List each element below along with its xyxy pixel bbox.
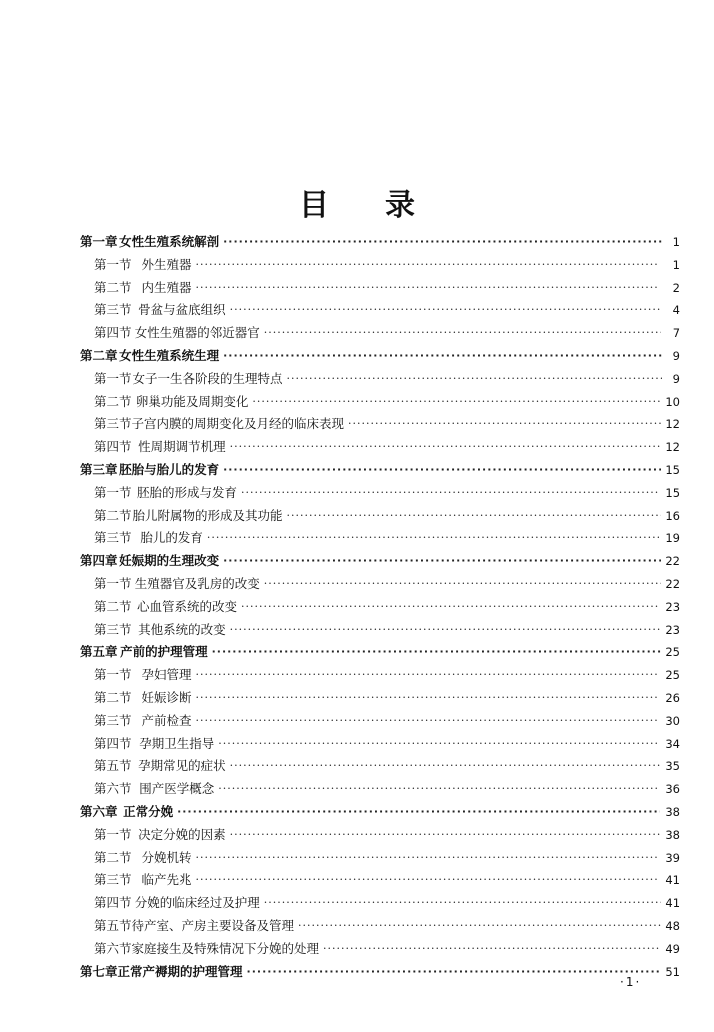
page-number: 9 (672, 349, 680, 363)
section-number: 第一节 (94, 256, 132, 272)
dot-leader (196, 872, 659, 888)
toc-section-entry (94, 255, 680, 275)
page-number: 15 (665, 463, 680, 477)
section-number: 第六节 (94, 940, 132, 956)
dot-leader (348, 416, 661, 432)
page-number: 38 (665, 805, 680, 819)
toc-section-entry (94, 369, 680, 389)
page-number: 38 (665, 827, 680, 842)
dot-leader (218, 781, 659, 797)
page-number: 2 (672, 280, 680, 295)
section-title: 女子一生各阶段的生理特点 (132, 370, 283, 386)
section-title: 心血管系统的改变 (137, 598, 238, 614)
page-number: 23 (665, 622, 680, 637)
dot-leader (196, 280, 659, 296)
section-title: 临产先兆 (141, 872, 192, 888)
dot-leader (218, 736, 659, 752)
toc-section-entry (94, 392, 680, 412)
dot-leader (223, 234, 662, 250)
section-title: 其他系统的改变 (138, 621, 226, 637)
toc-section-entry (94, 506, 680, 526)
section-number: 第二节 (94, 598, 132, 614)
page-number: 41 (665, 896, 681, 911)
section-number: 第三节 (94, 530, 132, 546)
chapter-number: 第七章 (80, 963, 118, 979)
chapter-title: 正常分娩 (123, 804, 174, 819)
dot-leader (207, 530, 659, 546)
toc-section-entry (94, 278, 680, 298)
page-number-footer: ·1· (620, 975, 642, 989)
section-title: 胎儿的发育 (140, 530, 203, 546)
chapter-title: 正常产褥期的护理管理 (117, 963, 243, 979)
section-title: 分娩的临床经过及护理 (134, 895, 260, 911)
section-number: 第一节 (94, 576, 132, 591)
page-number: 41 (665, 873, 680, 888)
toc-chapter-entry (80, 962, 680, 982)
toc-section-entry (94, 916, 680, 936)
page-number: 9 (672, 371, 680, 386)
toc-chapter-entry (80, 460, 680, 480)
chapter-title: 女性生殖系统解剖 (119, 234, 220, 249)
section-title: 子宫内膜的周期变化及月经的临床表现 (131, 416, 345, 432)
dot-leader (177, 804, 660, 820)
page-number: 23 (665, 599, 681, 614)
section-title: 孕期常见的症状 (138, 758, 226, 774)
toc-section-entry (94, 574, 680, 594)
page-number: 51 (665, 964, 680, 979)
page-number: 1 (672, 257, 680, 272)
dot-leader (287, 371, 662, 387)
section-number: 第四节 (94, 439, 132, 455)
dot-leader (264, 325, 661, 341)
toc-section-entry (94, 756, 680, 776)
toc-chapter-entry (80, 346, 680, 366)
page-number: 39 (665, 850, 680, 865)
section-title: 骨盆与盆底组织 (138, 302, 226, 318)
toc-section-entry (94, 414, 680, 434)
section-title: 围产医学概念 (139, 781, 215, 797)
section-number: 第六节 (94, 781, 132, 797)
dot-leader (230, 622, 660, 638)
page-number: 30 (665, 713, 680, 728)
toc-section-entry (94, 734, 680, 754)
page-number: 48 (665, 919, 680, 933)
section-number: 第三节 (94, 872, 132, 888)
section-number: 第五节 (94, 758, 132, 774)
toc-section-entry (94, 688, 680, 708)
toc-section-entry (94, 665, 680, 685)
section-title: 产前检查 (141, 712, 192, 728)
dot-leader (298, 918, 661, 934)
section-number: 第三节 (94, 712, 132, 728)
toc-section-entry (94, 870, 680, 890)
chapter-title: 胚胎与胎儿的发育 (119, 462, 220, 477)
dot-leader (223, 553, 661, 569)
toc-section-entry (94, 483, 680, 503)
page-number: 19 (665, 531, 680, 546)
section-title: 孕期卫生指导 (139, 735, 215, 751)
section-title: 外生殖器 (141, 256, 192, 272)
toc-section-entry (94, 939, 680, 959)
section-number: 第三节 (94, 302, 132, 318)
chapter-title: 女性生殖系统生理 (119, 348, 220, 363)
dot-leader (323, 941, 661, 957)
dot-leader (241, 485, 660, 501)
page-number: 25 (665, 668, 680, 683)
page-number: 34 (665, 736, 680, 751)
section-number: 第二节 (94, 849, 132, 865)
dot-leader (252, 394, 660, 410)
toc-section-entry (94, 825, 680, 845)
toc-section-entry (94, 300, 680, 320)
chapter-number: 第六章 (80, 804, 118, 819)
section-number: 第四节 (94, 735, 132, 751)
dot-leader (196, 667, 659, 683)
section-title: 内生殖器 (141, 279, 192, 295)
dot-leader (196, 850, 659, 866)
toc-section-entry (94, 779, 680, 799)
section-title: 孕妇管理 (141, 667, 192, 683)
page-number: 12 (665, 440, 680, 455)
dot-leader (223, 348, 662, 364)
toc-section-entry (94, 528, 680, 548)
section-title: 分娩机转 (141, 849, 192, 865)
section-number: 第二节 (94, 690, 132, 705)
chapter-number: 第四章 (80, 553, 118, 569)
toc-section-entry (94, 597, 680, 617)
section-title: 胎儿附属物的形成及其功能 (132, 507, 283, 523)
dot-leader (196, 257, 659, 273)
page-number: 10 (665, 394, 680, 409)
page-number: 15 (665, 485, 681, 500)
page-title: 目录 (299, 188, 471, 223)
section-title: 卵巢功能及周期变化 (135, 393, 249, 409)
page-number: 26 (665, 691, 680, 705)
page-number: 22 (665, 577, 681, 591)
section-number: 第三节 (94, 621, 132, 637)
page-number: 16 (665, 508, 680, 523)
chapter-number: 第二章 (80, 348, 118, 363)
toc-chapter-entry (80, 551, 680, 571)
page-number: 12 (665, 417, 680, 432)
toc-chapter-entry (80, 802, 680, 822)
page-number: 35 (665, 759, 680, 774)
page-number: 22 (665, 554, 680, 569)
page-number: 36 (665, 782, 680, 797)
chapter-number: 第一章 (80, 234, 118, 249)
dot-leader (247, 964, 662, 980)
chapter-title: 妊娠期的生理改变 (119, 553, 220, 569)
section-title: 女性生殖器的邻近器官 (134, 325, 260, 341)
toc-chapter-entry (80, 232, 680, 252)
chapter-number: 第三章 (80, 462, 118, 477)
section-title: 生殖器官及乳房的改变 (134, 576, 260, 591)
page-number: 49 (665, 941, 680, 956)
section-number: 第一节 (94, 484, 132, 500)
section-number: 第二节 (94, 393, 132, 409)
section-number: 第三节 (94, 416, 132, 432)
toc-section-entry (94, 620, 680, 640)
section-number: 第一节 (94, 370, 132, 386)
toc-section-entry (94, 893, 680, 913)
section-number: 第一节 (94, 826, 132, 842)
section-title: 决定分娩的因素 (138, 826, 226, 842)
dot-leader (212, 644, 662, 660)
dot-leader (196, 690, 659, 706)
section-title: 妊娠诊断 (141, 690, 192, 705)
chapter-title: 产前的护理管理 (120, 644, 208, 660)
dot-leader (196, 713, 659, 729)
section-title: 家庭接生及特殊情况下分娩的处理 (131, 940, 320, 956)
section-number: 第一节 (94, 667, 132, 683)
section-number: 第五节 (94, 918, 132, 933)
toc-chapter-entry (80, 642, 680, 662)
section-number: 第二节 (94, 279, 132, 295)
dot-leader (264, 576, 661, 592)
dot-leader (264, 895, 661, 911)
section-title: 胚胎的形成与发育 (137, 484, 238, 500)
section-number: 第四节 (94, 325, 132, 341)
dot-leader (230, 758, 660, 774)
dot-leader (241, 599, 660, 615)
toc-section-entry (94, 848, 680, 868)
section-title: 待产室、产房主要设备及管理 (131, 918, 295, 933)
section-title: 性周期调节机理 (138, 439, 226, 455)
dot-leader (230, 827, 660, 843)
toc-section-entry (94, 437, 680, 457)
page-number: 4 (672, 303, 680, 318)
page-number: 25 (665, 645, 680, 660)
section-number: 第四节 (94, 895, 132, 911)
dot-leader (223, 462, 661, 478)
dot-leader (230, 439, 660, 455)
page-number: 1 (672, 235, 680, 249)
dot-leader (230, 302, 660, 318)
dot-leader (287, 508, 662, 524)
chapter-number: 第五章 (80, 644, 118, 660)
section-number: 第二节 (94, 507, 132, 523)
toc-section-entry (94, 323, 680, 343)
page-number: 7 (672, 326, 681, 341)
toc-section-entry (94, 711, 680, 731)
